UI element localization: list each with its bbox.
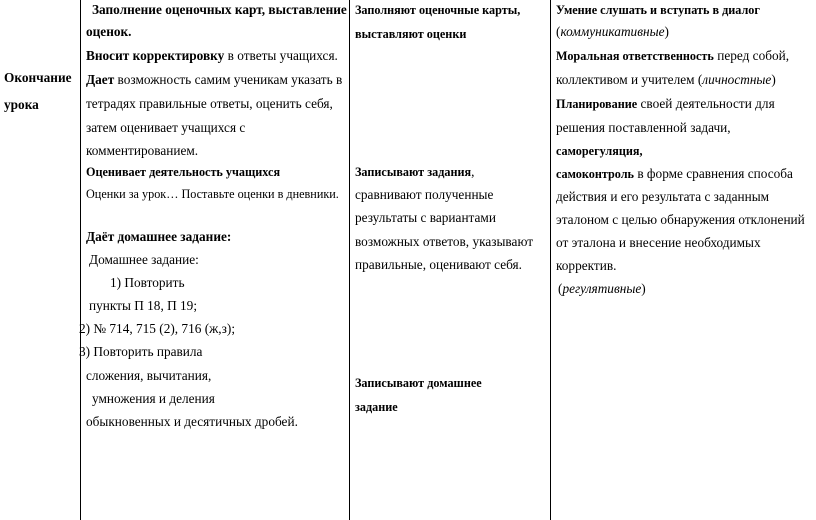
row-label-line1: Окончание [4, 70, 72, 85]
skills-line-2: (коммуникативные) [556, 24, 669, 39]
students-line-7: правильные, оценивают себя. [355, 257, 522, 272]
homework-item-1: 1) Повторить [110, 275, 185, 290]
teacher-line-7: комментированием. [86, 143, 199, 158]
skills-line-13: (регулятивные) [558, 281, 646, 296]
homework-item-1-detail: пункты П 18, П 19; [89, 298, 198, 313]
students-line-2: выставляют оценки [355, 27, 467, 41]
skills-line-10: эталоном с целью обнаружения отклонений [556, 212, 805, 227]
skills-line-11: от эталона и внесение необходимых [556, 235, 761, 250]
teacher-line-4: Дает возможность самим ученикам указать в [86, 72, 343, 87]
teacher-line-3: Вносит корректировку в ответы учащихся. [86, 48, 338, 63]
skills-line-3: Моральная ответственность перед собой, [556, 48, 790, 63]
skills-line-6: решения поставленной задачи, [556, 120, 731, 135]
teacher-line-9: Оценки за урок… Поставьте оценки в дневники. [86, 187, 339, 201]
skills-line-4: коллективом и учителем (личностные) [556, 72, 776, 87]
table-border-2 [349, 0, 350, 520]
homework-item-2: 2) № 714, 715 (2), 716 (ж,з); [79, 321, 236, 336]
teacher-line-1: Заполнение оценочных карт, выставление [92, 2, 347, 17]
table-border-3 [550, 0, 551, 520]
students-line-3: Записывают задания, [355, 164, 475, 179]
homework-item-3-line2: сложения, вычитания, [86, 368, 212, 383]
teacher-homework-heading: Даёт домашнее задание: [86, 229, 232, 244]
teacher-line-8: Оценивает деятельность учащихся [86, 165, 281, 179]
students-line-8: Записывают домашнее [355, 376, 482, 390]
teacher-line-2: оценок. [86, 24, 132, 39]
students-line-5: результаты с вариантами [355, 210, 496, 225]
homework-item-3-line4: обыкновенных и десятичных дробей. [86, 414, 298, 429]
students-line-4: сравнивают полученные [355, 187, 494, 202]
skills-line-5: Планирование своей деятельности для [556, 96, 775, 111]
students-line-9: задание [355, 400, 398, 414]
skills-line-1: Умение слушать и вступать в диалог [556, 3, 760, 17]
row-label-line2: урока [4, 97, 39, 112]
students-line-6: возможных ответов, указывают [355, 234, 534, 249]
teacher-line-5: тетрадях правильные ответы, оценить себя, [86, 96, 333, 111]
skills-line-7: саморегуляция, [556, 144, 643, 158]
homework-item-3: 3) Повторить правила [79, 344, 203, 359]
teacher-line-6: затем оценивает учащихся с [86, 120, 246, 135]
homework-item-3-line3: умножения и деления [92, 391, 215, 406]
skills-line-8: самоконтроль в форме сравнения способа [556, 166, 793, 181]
students-line-1: Заполняют оценочные карты, [355, 3, 521, 17]
skills-line-12: корректив. [556, 258, 617, 273]
skills-line-9: действия и его результата с заданным [556, 189, 770, 204]
table-border-1 [80, 0, 81, 520]
teacher-homework-label: Домашнее задание: [89, 252, 199, 267]
